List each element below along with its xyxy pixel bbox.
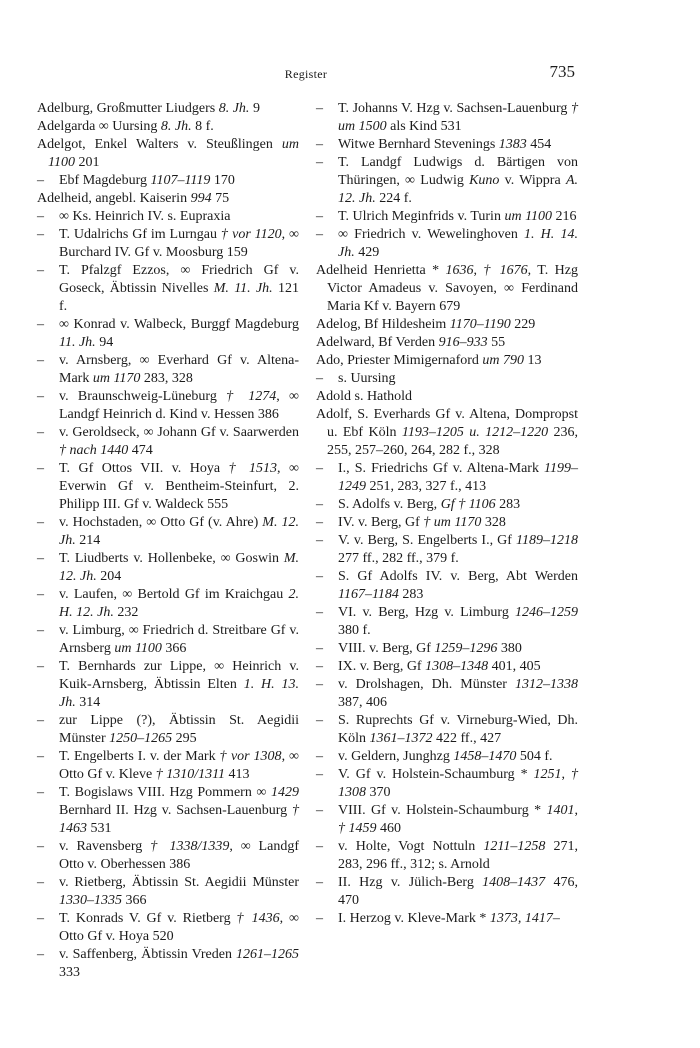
entry-text: 401, 405 <box>488 659 541 674</box>
entry-date: † 1459 <box>338 821 377 836</box>
index-subentry <box>37 424 299 460</box>
entry-text: , ∞ Burchard IV. Gf v. Moosburg 159 <box>59 227 300 260</box>
entry-text: ∞ Ks. Heinrich IV. s. Eupraxia <box>59 209 231 224</box>
entry-text: 204 <box>96 569 122 584</box>
index-subentry <box>316 604 578 640</box>
entry-date: Gf † 1106 <box>440 497 496 512</box>
entry-text: 9 <box>249 101 260 116</box>
entry-text: 474 <box>128 443 153 458</box>
entry-text: 370 <box>366 785 391 800</box>
entry-text: 366 <box>161 641 187 656</box>
entry-text: T. Pfalzgf Ezzos, ∞ Friedrich Gf v. Goseck, Äbtissin Nivelles <box>59 263 299 296</box>
entry-text: 460 <box>376 821 401 836</box>
index-subentry <box>37 586 299 622</box>
entry-text: 236, 255, 257–260, 264, 282 f., 328 <box>327 425 578 458</box>
entry-text: 429 <box>354 245 380 260</box>
entry-date: 2. H. 12. Jh. <box>59 587 299 620</box>
entry-date: 11. Jh. <box>59 335 96 350</box>
index-subentry <box>316 460 578 496</box>
index-subentry <box>316 910 578 928</box>
entry-date: 1189–1218 <box>516 533 578 548</box>
entry-date: 1. H. 13. Jh. <box>59 677 299 710</box>
entry-text: v. Geroldseck, ∞ Johann Gf v. Saarwerden <box>59 425 299 440</box>
index-entry <box>37 118 299 136</box>
entry-text: T. Engelberts I. v. der Mark <box>59 749 220 764</box>
entry-text: 283 <box>495 497 521 512</box>
index-subentry <box>37 208 299 226</box>
entry-date: 994 <box>190 191 212 206</box>
index-subentry <box>316 874 578 910</box>
entry-text: I., S. Friedrichs Gf v. Altena-Mark <box>338 461 545 476</box>
entry-text: T. Bogislaws VIII. Hzg Pommern ∞ <box>59 785 271 800</box>
index-subentry <box>37 622 299 658</box>
index-subentry <box>37 388 299 424</box>
entry-text: 476, 470 <box>338 875 578 908</box>
entry-text: S. Adolfs v. Berg, <box>338 497 441 512</box>
entry-text: Adelward, Bf Verden <box>316 335 439 350</box>
entry-date: † 1308 <box>338 767 578 800</box>
entry-date: 1429 <box>271 785 299 800</box>
entry-text: 216 <box>552 209 577 224</box>
entry-date: um 1100 <box>48 137 299 170</box>
index-subentry <box>37 910 299 946</box>
index-subentry <box>37 316 299 352</box>
entry-text: 366 <box>122 893 147 908</box>
entry-text: , ∞ Landgf Otto v. Oberhessen 386 <box>59 839 299 872</box>
index-subentry <box>316 658 578 676</box>
page-header <box>37 62 575 86</box>
index-subentry <box>316 766 578 802</box>
entry-text: T. Udalrichs Gf im Lurngau <box>59 227 221 242</box>
entry-text: 283, 328 <box>140 371 193 386</box>
entry-text: 13 <box>524 353 542 368</box>
entry-text: v. Limburg, ∞ Friedrich d. Streitbare Gf v. Arnsberg <box>59 623 299 656</box>
entry-text: 413 <box>225 767 250 782</box>
entry-text: T. Johanns V. Hzg v. Sachsen-Lauenburg <box>338 101 571 116</box>
entry-date: 1246–1259 <box>515 605 578 620</box>
entry-text: , <box>574 803 578 818</box>
entry-text: v. Rietberg, Äbtissin St. Aegidii Münster <box>59 875 299 890</box>
index-entry <box>316 316 578 334</box>
entry-date: 1458–1470 <box>453 749 517 764</box>
entry-date: um 1100 <box>504 209 553 224</box>
index-subentry <box>316 100 578 136</box>
entry-date: 1. H. 14. Jh. <box>338 227 578 260</box>
entry-date: 1107–1119 <box>150 173 211 188</box>
index-subentry <box>316 226 578 262</box>
index-entry <box>316 262 578 316</box>
entry-text: Adelheid Henrietta * <box>316 263 446 278</box>
entry-text: v. Laufen, ∞ Bertold Gf im Kraichgau <box>59 587 289 602</box>
index-entry <box>37 190 299 208</box>
entry-text: Adelgarda ∞ Uursing <box>37 119 161 134</box>
entry-text: 94 <box>95 335 114 350</box>
entry-text: v. Ravensberg <box>59 839 151 854</box>
entry-text: Bernhard II. Hzg v. Sachsen-Lauenburg <box>59 803 292 818</box>
index-subentry <box>316 802 578 838</box>
entry-date: 8. Jh. <box>218 101 250 116</box>
entry-date: 916–933 <box>438 335 488 350</box>
index-subentry <box>37 874 299 910</box>
entry-text: I. Herzog v. Kleve-Mark * <box>338 911 490 926</box>
index-subentry <box>316 154 578 208</box>
entry-text: T. Landgf Ludwigs d. Bärtigen von Thüringen, ∞ Ludwig <box>338 155 578 188</box>
entry-date: † um 1500 <box>338 101 578 134</box>
entry-text: 504 f. <box>516 749 553 764</box>
entry-text: v. Arnsberg, ∞ Everhard Gf v. Altena-Mark <box>59 353 299 386</box>
index-entry <box>316 406 578 460</box>
index-subentry <box>316 532 578 568</box>
entry-text: 314 <box>75 695 101 710</box>
entry-text: 229 <box>510 317 536 332</box>
entry-date: 1408–1437 <box>482 875 546 890</box>
entry-text: S. Gf Adolfs IV. v. Berg, Abt Werden <box>338 569 578 584</box>
entry-text: Witwe Bernhard Stevenings <box>338 137 499 152</box>
entry-text: 224 f. <box>375 191 412 206</box>
entry-text: V. Gf v. Holstein-Schaumburg * <box>338 767 534 782</box>
entry-text: T. Liudberts v. Hollenbeke, ∞ Goswin <box>59 551 284 566</box>
entry-text: 328 <box>481 515 506 530</box>
entry-text: v. Hochstaden, ∞ Otto Gf (v. Ahre) <box>59 515 263 530</box>
entry-date: M. 11. Jh. <box>213 281 273 296</box>
entry-text: 387, 406 <box>338 695 387 710</box>
entry-text: , ∞ Everwin Gf v. Bentheim-Steinfurt, 2. Philipp III. Gf v. Waldeck 555 <box>59 461 299 512</box>
index-subentry <box>316 514 578 532</box>
index-subentry <box>37 550 299 586</box>
index-subentry <box>316 748 578 766</box>
entry-text: 8 f. <box>191 119 214 134</box>
index-subentry <box>316 676 578 712</box>
index-subentry <box>316 496 578 514</box>
entry-text: , ∞ Otto Gf v. Kleve <box>59 749 299 782</box>
index-subentry <box>37 262 299 316</box>
entry-date: 1251 <box>533 767 562 782</box>
index-subentry <box>37 748 299 784</box>
entry-text: Adelheid, angebl. Kaiserin <box>37 191 191 206</box>
entry-date: 1170–1190 <box>449 317 511 332</box>
entry-date: † 1513 <box>228 461 278 476</box>
index-subentry <box>316 136 578 154</box>
index-subentry <box>316 712 578 748</box>
index-entry <box>316 334 578 352</box>
entry-date: † vor 1120 <box>220 227 282 242</box>
entry-text: T. Bernhards zur Lippe, ∞ Heinrich v. Kuik-Arnsberg, Äbtissin Elten <box>59 659 299 692</box>
entry-date: 1361–1372 <box>369 731 433 746</box>
entry-text: S. Ruprechts Gf v. Virneburg-Wied, Dh. Köln <box>338 713 578 746</box>
entry-text: 277 ff., 282 ff., 379 f. <box>338 551 459 566</box>
entry-date: A. 12. Jh. <box>338 173 578 206</box>
entry-date: 1250–1265 <box>109 731 173 746</box>
entry-date: 1312–1338 <box>515 677 578 692</box>
entry-text: Ado, Priester Mimigernaford <box>316 353 483 368</box>
entry-text: als Kind 531 <box>386 119 462 134</box>
entry-date: 8. Jh. <box>160 119 192 134</box>
entry-text: 531 <box>87 821 112 836</box>
entry-text: s. Uursing <box>338 371 396 386</box>
index-subentry <box>316 370 578 388</box>
entry-date: † 1338/1339 <box>150 839 230 854</box>
entry-text: Adelog, Bf Hildesheim <box>316 317 450 332</box>
entry-text: , ∞ Landgf Heinrich d. Kind v. Hessen 386 <box>59 389 299 422</box>
entry-text: Adelgot, Enkel Walters v. Steußlingen <box>37 137 282 152</box>
entry-date: 1636 <box>445 263 474 278</box>
entry-date: um 1100 <box>114 641 162 656</box>
entry-date: † 1310/1311 <box>155 767 226 782</box>
entry-date: 1383 <box>498 137 527 152</box>
index-subentry <box>37 658 299 712</box>
index-column-left <box>37 100 299 982</box>
index-entry <box>316 388 578 406</box>
entry-date: 1401 <box>546 803 575 818</box>
index-subentry <box>316 208 578 226</box>
entry-text: 55 <box>487 335 506 350</box>
running-title: Register <box>284 67 328 81</box>
entry-text: Adold s. Hathold <box>316 389 413 404</box>
entry-date: um 1170 <box>92 371 141 386</box>
entry-text: IV. v. Berg, Gf <box>338 515 424 530</box>
entry-date: 1330–1335 <box>59 893 122 908</box>
index-subentry <box>316 568 578 604</box>
index-subentry <box>37 784 299 838</box>
entry-text: Adolf, S. Everhards Gf v. Altena, Dompropst u. Ebf Köln <box>316 407 578 440</box>
entry-text: v. Saffenberg, Äbtissin Vreden <box>59 947 236 962</box>
entry-date: um 790 <box>482 353 525 368</box>
index-subentry <box>37 514 299 550</box>
entry-text: V. v. Berg, S. Engelberts I., Gf <box>338 533 517 548</box>
entry-text: 283 <box>398 587 424 602</box>
entry-text: 214 <box>75 533 101 548</box>
entry-text: ∞ Konrad v. Walbeck, Burggf Magdeburg <box>59 317 299 332</box>
index-subentry <box>37 172 299 190</box>
entry-date: 1259–1296 <box>434 641 498 656</box>
page-number: 735 <box>549 62 575 81</box>
entry-date: 1193–1205 u. 1212–1220 <box>401 425 549 440</box>
entry-text: II. Hzg v. Jülich-Berg <box>338 875 483 890</box>
entry-text: T. Ulrich Meginfrids v. Turin <box>338 209 505 224</box>
entry-date: 1373, 1417– <box>489 911 560 926</box>
entry-text: Adelburg, Großmutter Liudgers <box>37 101 219 116</box>
entry-date: † nach 1440 <box>59 443 129 458</box>
entry-text: Ebf Magdeburg <box>59 173 151 188</box>
entry-text: IX. v. Berg, Gf <box>338 659 426 674</box>
index-subentry <box>37 460 299 514</box>
entry-text: T. Gf Ottos VII. v. Hoya <box>59 461 229 476</box>
entry-text: , ∞ Otto Gf v. Hoya 520 <box>59 911 300 944</box>
entry-date: M. 12. Jh. <box>59 515 299 548</box>
entry-text: v. Drolshagen, Dh. Münster <box>338 677 515 692</box>
entry-text: 201 <box>74 155 100 170</box>
entry-date: 1308–1348 <box>425 659 489 674</box>
index-subentry <box>37 226 299 262</box>
entry-text: 121 f. <box>59 281 299 314</box>
entry-text: v. Wippra <box>499 173 566 188</box>
entry-text: v. Geldern, Junghzg <box>338 749 454 764</box>
index-column-right <box>316 100 578 928</box>
entry-date: 1167–1184 <box>338 587 399 602</box>
entry-date: Kuno <box>469 173 500 188</box>
entry-text: v. Holte, Vogt Nottuln <box>338 839 484 854</box>
entry-date: 1199–1249 <box>338 461 578 494</box>
index-entry <box>37 136 299 172</box>
index-subentry <box>316 838 578 874</box>
entry-text: 380 f. <box>338 623 371 638</box>
entry-text: ∞ Friedrich v. Wewelinghoven <box>338 227 524 242</box>
entry-date: † 1274 <box>226 389 277 404</box>
entry-text: VI. v. Berg, Hzg v. Limburg <box>338 605 515 620</box>
entry-date: † 1463 <box>59 803 299 836</box>
entry-text: , <box>473 263 484 278</box>
entry-text: 333 <box>59 965 80 980</box>
entry-text: T. Konrads V. Gf v. Rietberg <box>59 911 237 926</box>
index-subentry <box>316 640 578 658</box>
entry-date: † vor 1308 <box>219 749 282 764</box>
entry-text: 170 <box>210 173 235 188</box>
index-subentry <box>37 712 299 748</box>
entry-text: , <box>561 767 571 782</box>
entry-date: † 1676 <box>483 263 528 278</box>
entry-text: 454 <box>526 137 552 152</box>
entry-text: 422 ff., 427 <box>432 731 502 746</box>
index-subentry <box>37 946 299 982</box>
entry-date: † um 1170 <box>423 515 482 530</box>
entry-text: 75 <box>211 191 230 206</box>
entry-text: zur Lippe (?), Äbtissin St. Aegidii Münster <box>59 713 299 746</box>
index-subentry <box>37 838 299 874</box>
entry-text: 295 <box>172 731 197 746</box>
entry-text: , T. Hzg Victor Amadeus v. Savoyen, ∞ Ferdinand Maria Kf v. Bayern 679 <box>327 263 578 314</box>
index-entry <box>37 100 299 118</box>
entry-date: 1261–1265 <box>236 947 299 962</box>
entry-text: VIII. v. Berg, Gf <box>338 641 435 656</box>
entry-text: VIII. Gf v. Holstein-Schaumburg * <box>338 803 547 818</box>
entry-text: 232 <box>113 605 139 620</box>
entry-date: † 1436 <box>236 911 280 926</box>
entry-date: M. 12. Jh. <box>59 551 299 584</box>
entry-text: v. Braunschweig-Lüneburg <box>59 389 227 404</box>
entry-text: 251, 283, 327 f., 413 <box>366 479 487 494</box>
index-subentry <box>37 352 299 388</box>
entry-text: 380 <box>497 641 522 656</box>
index-entry <box>316 352 578 370</box>
entry-date: 1211–1258 <box>483 839 546 854</box>
entry-text: 271, 283, 296 ff., 312; s. Arnold <box>338 839 578 872</box>
